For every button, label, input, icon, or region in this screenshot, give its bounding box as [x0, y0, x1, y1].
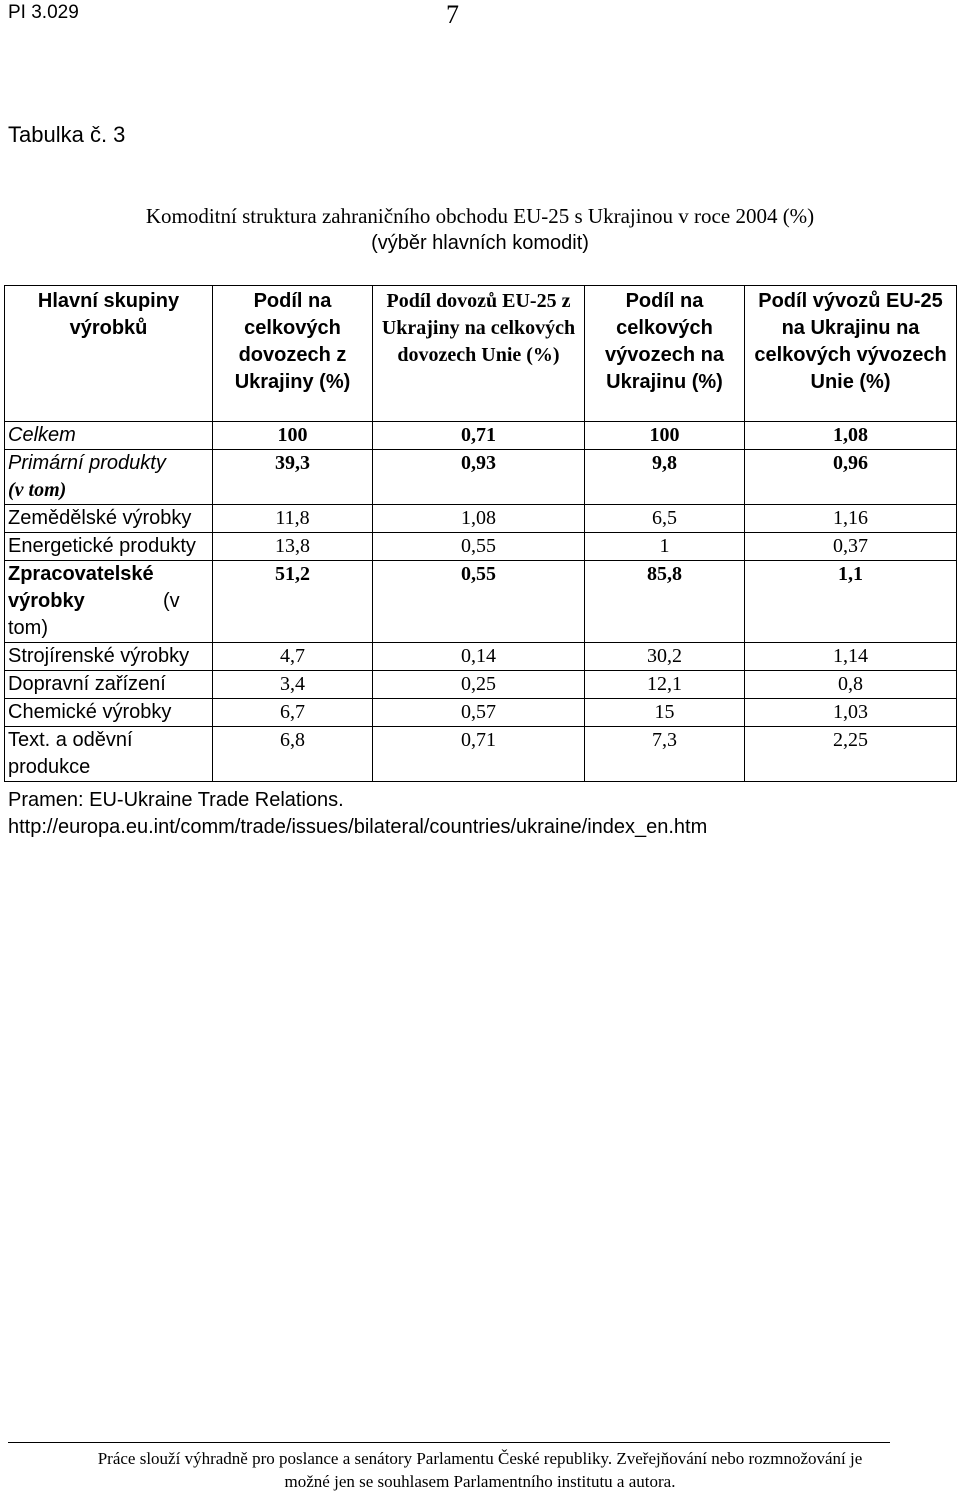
cell-value: 100 — [585, 422, 745, 450]
row-label-suffix: (v tom) — [8, 590, 180, 639]
cell-value: 13,8 — [213, 533, 373, 561]
table-row — [5, 643, 957, 671]
cell-value: 3,4 — [213, 671, 373, 699]
footer-line: Práce slouží výhradně pro poslance a senátory Parlamentu České republiky. Zveřejňování nebo rozmnožování je — [97, 1449, 863, 1468]
cell-value: 11,8 — [213, 505, 373, 533]
table-row — [5, 450, 957, 505]
cell-value: 1,14 — [745, 643, 957, 671]
cell-value: 15 — [585, 699, 745, 727]
cell-value: 0,57 — [373, 699, 585, 727]
cell-value: 1,03 — [745, 699, 957, 727]
row-label: Zpracovatelské výrobky — [8, 563, 154, 612]
cell-value: 30,2 — [585, 643, 745, 671]
row-label: Celkem — [5, 422, 213, 450]
table-row — [5, 422, 957, 450]
row-label: Strojírenské výrobky — [5, 643, 213, 671]
source-line: Pramen: EU-Ukraine Trade Relations. — [8, 789, 344, 811]
cell-value: 1 — [585, 533, 745, 561]
row-label: Zemědělské výrobky — [5, 505, 213, 533]
cell-value: 0,25 — [373, 671, 585, 699]
cell-value: 0,14 — [373, 643, 585, 671]
table-row — [5, 561, 957, 643]
cell-value: 100 — [213, 422, 373, 450]
row-label: Energetické produkty — [5, 533, 213, 561]
cell-value: 1,1 — [745, 561, 957, 643]
table-subtitle: (výběr hlavních komodit) — [371, 232, 589, 254]
table-row — [5, 671, 957, 699]
cell-value: 7,3 — [585, 727, 745, 782]
row-label: Primární produkty — [8, 452, 166, 474]
cell-value: 2,25 — [745, 727, 957, 782]
cell-value: 85,8 — [585, 561, 745, 643]
footer-notice — [0, 1447, 960, 1493]
document-id: PI 3.029 — [8, 2, 79, 23]
row-label-cell — [5, 450, 213, 505]
header-eu-export-share: Podíl vývozů EU-25 na Ukrajinu na celkových vývozech Unie (%) — [745, 286, 957, 422]
cell-value: 6,8 — [213, 727, 373, 782]
row-label: Dopravní zařízení — [5, 671, 213, 699]
cell-value: 6,7 — [213, 699, 373, 727]
cell-value: 0,55 — [373, 533, 585, 561]
cell-value: 1,08 — [373, 505, 585, 533]
table-row — [5, 699, 957, 727]
cell-value: 0,37 — [745, 533, 957, 561]
trade-structure-table — [4, 285, 957, 782]
cell-value: 9,8 — [585, 450, 745, 505]
header-import-share: Podíl na celkových dovozech z Ukrajiny (%) — [213, 286, 373, 422]
source-note — [8, 787, 707, 841]
cell-value: 0,96 — [745, 450, 957, 505]
cell-value: 6,5 — [585, 505, 745, 533]
table-row — [5, 505, 957, 533]
cell-value: 1,16 — [745, 505, 957, 533]
row-label-suffix: (v tom) — [8, 479, 67, 501]
cell-value: 51,2 — [213, 561, 373, 643]
row-label-cell — [5, 561, 213, 643]
source-url: http://europa.eu.int/comm/trade/issues/bilateral/countries/ukraine/index_en.htm — [8, 816, 708, 838]
table-row — [5, 727, 957, 782]
cell-value: 0,8 — [745, 671, 957, 699]
row-label: Text. a oděvní produkce — [5, 727, 213, 782]
row-label: Chemické výrobky — [5, 699, 213, 727]
footer-divider — [8, 1442, 890, 1443]
page-number: 7 — [446, 0, 459, 29]
table-header-row — [5, 286, 957, 422]
cell-value: 4,7 — [213, 643, 373, 671]
header-product-group: Hlavní skupiny výrobků — [5, 286, 213, 422]
cell-value: 0,71 — [373, 727, 585, 782]
cell-value: 0,93 — [373, 450, 585, 505]
cell-value: 0,71 — [373, 422, 585, 450]
table-title: Komoditní struktura zahraničního obchodu EU-25 s Ukrajinou v roce 2004 (%) — [145, 204, 815, 228]
footer-line: možné jen se souhlasem Parlamentního institutu a autora. — [284, 1472, 676, 1491]
table-label: Tabulka č. 3 — [8, 122, 126, 147]
cell-value: 0,55 — [373, 561, 585, 643]
header-export-share: Podíl na celkových vývozech na Ukrajinu (%) — [585, 286, 745, 422]
cell-value: 1,08 — [745, 422, 957, 450]
cell-value: 12,1 — [585, 671, 745, 699]
table-row — [5, 533, 957, 561]
cell-value: 39,3 — [213, 450, 373, 505]
header-eu-import-share: Podíl dovozů EU-25 z Ukrajiny na celkových dovozech Unie (%) — [373, 286, 585, 422]
